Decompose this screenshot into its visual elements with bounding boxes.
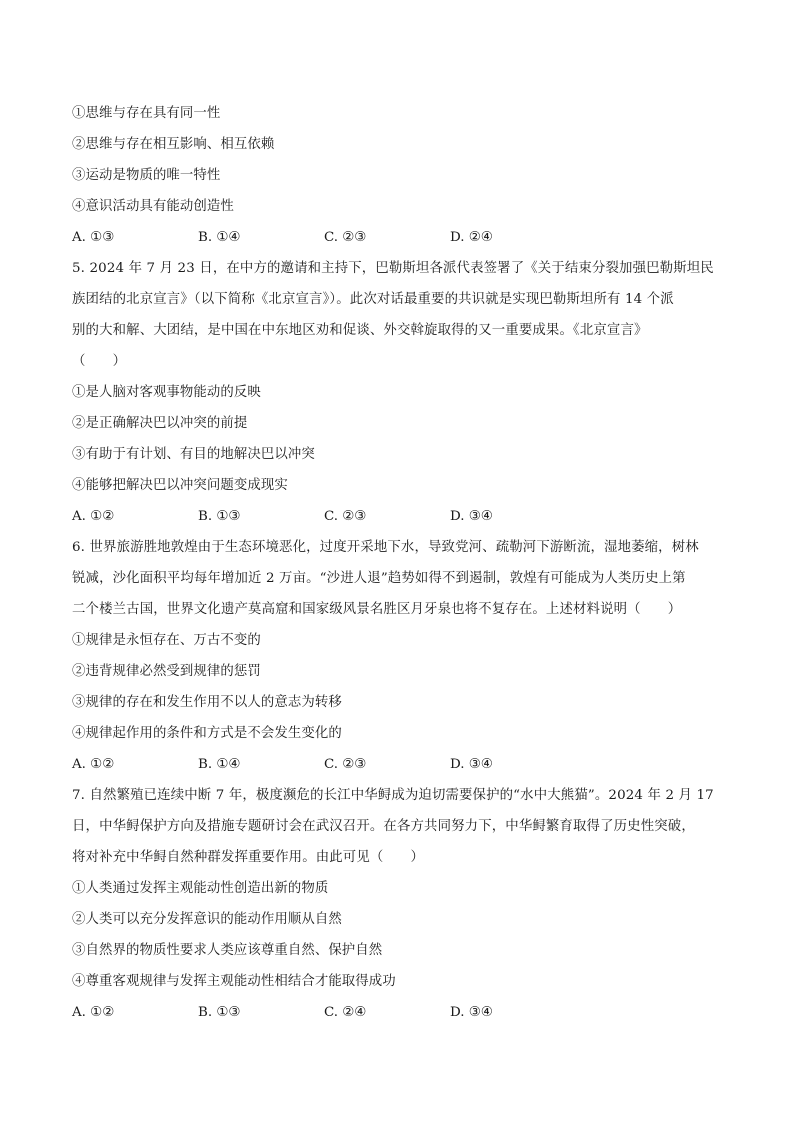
stem-line: 日，中华鲟保护方向及措施专题研讨会在武汉召开。在各方共同努力下，中华鲟繁育取得了历史性突破， bbox=[72, 819, 695, 834]
question-7 bbox=[72, 780, 722, 1028]
choice-item: ④规律起作用的条件和方式是不会发生变化的 bbox=[72, 726, 342, 741]
choice-item: ①是人脑对客观事物能动的反映 bbox=[72, 385, 261, 400]
option-d: D. ③④ bbox=[450, 757, 493, 772]
option-a: A. ①② bbox=[72, 509, 115, 524]
choice-item: ①规律是永恒存在、万古不变的 bbox=[72, 633, 261, 648]
answer-options bbox=[72, 997, 722, 1028]
choice-item: ④尊重客观规律与发挥主观能动性相结合才能取得成功 bbox=[72, 974, 396, 989]
option-d: D. ③④ bbox=[450, 1005, 493, 1020]
question-stem bbox=[72, 532, 722, 625]
answer-options bbox=[72, 222, 722, 253]
choice-item: ③自然界的物质性要求人类应该尊重自然、保护自然 bbox=[72, 943, 383, 958]
option-b: B. ①③ bbox=[198, 509, 241, 524]
choice-item: ③运动是物质的唯一特性 bbox=[72, 168, 221, 183]
stem-line: （ ） bbox=[72, 354, 127, 369]
option-a: A. ①② bbox=[72, 1005, 115, 1020]
question-4-continuation bbox=[72, 98, 722, 253]
option-c: C. ②③ bbox=[324, 757, 367, 772]
stem-line: 7. 自然繁殖已连续中断 7 年，极度濒危的长江中华鲟成为迫切需要保护的“水中大熊猫”。2024 年 2 月 17 bbox=[72, 788, 714, 803]
stem-line: 别的大和解、大团结，是中国在中东地区劝和促谈、外交斡旋取得的又一重要成果。《北京宣言》 bbox=[72, 323, 648, 338]
option-b: B. ①④ bbox=[198, 230, 241, 245]
stem-line: 二个楼兰古国，世界文化遗产莫高窟和国家级风景名胜区月牙泉也将不复存在。上述材料说明（ ） bbox=[72, 602, 682, 617]
question-stem bbox=[72, 780, 722, 873]
stem-line: 族团结的北京宣言》（以下简称《北京宣言》）。此次对话最重要的共识就是实现巴勒斯坦所有 14 个派 bbox=[72, 292, 674, 307]
choice-item: ②人类可以充分发挥意识的能动作用顺从自然 bbox=[72, 912, 342, 927]
choice-item: ④意识活动具有能动创造性 bbox=[72, 199, 234, 214]
question-5 bbox=[72, 253, 722, 532]
option-a: A. ①② bbox=[72, 757, 115, 772]
question-stem bbox=[72, 253, 722, 377]
choice-item: ①人类通过发挥主观能动性创造出新的物质 bbox=[72, 881, 329, 896]
option-b: B. ①④ bbox=[198, 757, 241, 772]
choice-item: ③有助于有计划、有目的地解决巴以冲突 bbox=[72, 447, 315, 462]
stem-line: 锐减，沙化面积平均每年增加近 2 万亩。“沙进人退”趋势如得不到遏制，敦煌有可能成为人类历史上第 bbox=[72, 571, 686, 586]
choice-item: ②违背规律必然受到规律的惩罚 bbox=[72, 664, 261, 679]
answer-options bbox=[72, 501, 722, 532]
answer-options bbox=[72, 749, 722, 780]
option-c: C. ②③ bbox=[324, 230, 367, 245]
option-b: B. ①③ bbox=[198, 1005, 241, 1020]
stem-line: 将对补充中华鲟自然种群发挥重要作用。由此可见（ ） bbox=[72, 850, 425, 865]
option-c: C. ②④ bbox=[324, 1005, 367, 1020]
question-6 bbox=[72, 532, 722, 780]
option-c: C. ②③ bbox=[324, 509, 367, 524]
option-a: A. ①③ bbox=[72, 230, 115, 245]
option-d: D. ②④ bbox=[450, 230, 493, 245]
stem-line: 6. 世界旅游胜地敦煌由于生态环境恶化，过度开采地下水，导致党河、疏勒河下游断流，湿地萎缩，树林 bbox=[72, 540, 699, 555]
option-d: D. ③④ bbox=[450, 509, 493, 524]
choice-item: ①思维与存在具有同一性 bbox=[72, 106, 221, 121]
choice-item: ②是正确解决巴以冲突的前提 bbox=[72, 416, 248, 431]
page-content bbox=[72, 98, 722, 1028]
choice-item: ④能够把解决巴以冲突问题变成现实 bbox=[72, 478, 288, 493]
choice-item: ③规律的存在和发生作用不以人的意志为转移 bbox=[72, 695, 342, 710]
choice-item: ②思维与存在相互影响、相互依赖 bbox=[72, 137, 275, 152]
stem-line: 5. 2024 年 7 月 23 日，在中方的邀请和主持下，巴勒斯坦各派代表签署了《关于结束分裂加强巴勒斯坦民 bbox=[72, 261, 714, 276]
